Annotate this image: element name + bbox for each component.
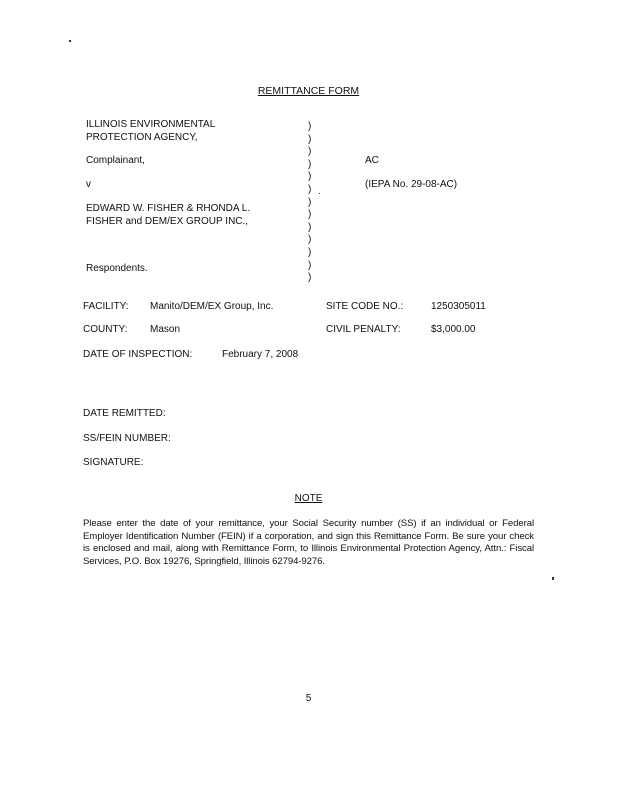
case-type: AC [365,155,379,166]
form-title: REMITTANCE FORM [257,85,360,97]
versus-label: v [86,179,91,190]
inspection-value: February 7, 2008 [222,349,299,360]
case-number: (IEPA No. 29-08-AC) [365,179,458,190]
page-number: 5 [305,693,312,704]
scan-speck [69,40,71,42]
complainant-name-line: PROTECTION AGENCY, [86,131,198,143]
facility-label: FACILITY: [83,301,129,312]
complainant-name [86,119,215,144]
scan-speck [319,193,320,194]
note-body: Please enter the date of your remittance, your Social Security number (SS) if an individual or Federal Employer Identification Number (FEIN) if a corporation, and sign this Remittance Form. Be sure your check is enclosed and mail, along with Remittance Form, to Illinois Environmental Protection Agency, Attn.: Fiscal Services, P.O. Box 19276, Springfield, Illinois 62794-9276. [83,518,534,567]
note-title: NOTE [294,493,323,504]
respondents-name-line: FISHER and DEM/EX GROUP INC., [86,215,249,227]
respondents-name-line: EDWARD W. FISHER & RHONDA L. [86,203,251,214]
civil-penalty-label: CIVIL PENALTY: [326,324,401,335]
county-value: Mason [150,324,181,335]
scan-speck [552,577,554,580]
respondents-label: Respondents. [86,263,148,274]
respondents-name [86,203,250,228]
county-label: COUNTY: [83,324,128,335]
facility-value: Manito/DEM/EX Group, Inc. [150,301,274,312]
inspection-label: DATE OF INSPECTION: [83,349,193,360]
site-code-value: 1250305011 [431,301,486,312]
caption-parentheses: ) ) ) ) ) ) ) ) ) ) ) ) ) [308,121,312,284]
date-remitted-label: DATE REMITTED: [83,408,166,419]
ssfein-label: SS/FEIN NUMBER: [83,433,171,444]
civil-penalty-value: $3,000.00 [431,324,476,335]
complainant-name-line: ILLINOIS ENVIRONMENTAL [86,119,216,130]
complainant-label: Complainant, [86,155,145,166]
signature-label: SIGNATURE: [83,457,144,468]
site-code-label: SITE CODE NO.: [326,301,404,312]
